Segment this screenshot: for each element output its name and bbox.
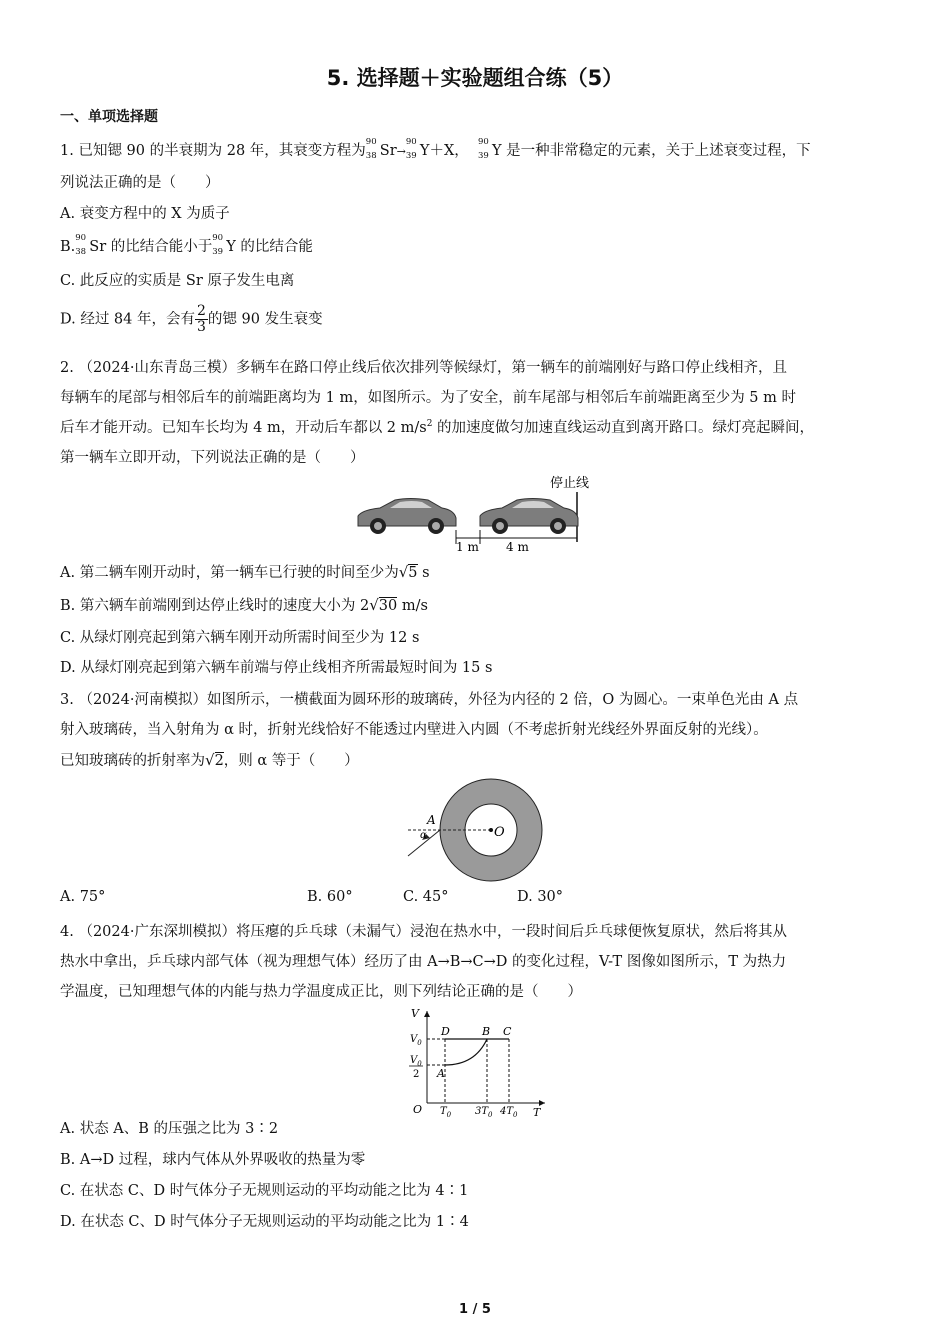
distance-1m-label: 1 m [456,540,479,554]
q4-line1: 4. （2024·广东深圳模拟）将压瘪的乒乓球（未漏气）浸泡在热水中，一段时间后乒乓球便恢复原状，然后将其从 [60,924,787,940]
q1-line1 [60,139,811,160]
fraction-two-thirds: $\frac{2}{3}$ [197,303,206,335]
cars-figure [350,470,610,560]
q2-line2: 每辆车的尾部与相邻后车的前端距离均为 1 m，如图所示。为了安全，前车尾部与相邻后车前端距离至少为 5 m 时 [60,390,796,406]
q2-line3: 后车才能开动。已知车长均为 4 m，开动后车都以 2 $m/s^2$ 的加速度做匀加速直线运动直到离开路口。绿灯亮起瞬间， [60,419,815,436]
q2-option-a: A. 第二辆车刚开动时，第一辆车已行驶的时间至少为√5 s [60,563,430,581]
t3-label: $3T_0$ [475,1106,493,1117]
y-symbol: Y＋X， [419,143,469,159]
distance-4m-label: 4 m [506,540,529,554]
car-front-icon [480,499,578,535]
car-rear-icon [358,499,456,535]
q3-option-b: B. 60° [307,889,353,905]
q1-option-d: D. 经过 84 年，会有 $\frac{2}{3}$ 的锶 90 发生衰变 [60,303,323,335]
glass-ring-figure [400,776,550,886]
nuclide-y90: 90 39 [405,137,417,161]
nuclide-sr90-b: 90 38 [75,233,87,257]
nuclide-sr90: 90 38 [365,137,377,161]
q1-option-c: C. 此反应的实质是 Sr 原子发生电离 [60,273,295,289]
q4-line3: 学温度，已知理想气体的内能与热力学温度成正比，则下列结论正确的是（ ） [60,984,582,1000]
section-heading: 一、单项选择题 [60,109,158,125]
point-a-label: A [427,813,436,827]
sr-symbol: Sr [379,143,397,159]
q4-option-c: C. 在状态 C、D 时气体分子无规则运动的平均动能之比为 4∶1 [60,1183,469,1199]
q4-line2: 热水中拿出，乒乓球内部气体（视为理想气体）经历了由 A→B→C→D 的变化过程，V-T 图像如图所示，T 为热力 [60,954,787,970]
q4-option-b: B. A→D 过程，球内气体从外界吸收的热量为零 [60,1152,366,1168]
q2-option-d: D. 从绿灯刚亮起到第六辆车前端与停止线相齐所需最短时间为 15 s [60,660,493,676]
axis-v-label: V [411,1007,419,1020]
point-d-label: D [441,1025,450,1038]
q2-line1: 2. （2024·山东青岛三模）多辆车在路口停止线后依次排列等候绿灯，第一辆车的前端刚好与路口停止线相齐，且 [60,360,787,376]
radical-sign-b: √ [369,596,379,614]
v0-label: $V_0$ [410,1034,422,1047]
angle-alpha-label: α [420,830,427,841]
origin-label: O [413,1103,423,1116]
q3-option-a: A. 75° [60,889,106,905]
v0-half-num-label: $V_0$ [410,1055,422,1068]
radical-sign: √ [398,563,409,581]
q4-option-a: A. 状态 A、B 的压强之比为 3∶2 [60,1121,279,1137]
nuclide-y90-c: 90 39 [212,233,224,257]
q4-option-d: D. 在状态 C、D 时气体分子无规则运动的平均动能之比为 1∶4 [60,1214,469,1230]
q1-option-b: B. 90 38 Sr 的比结合能小于 90 39 Y 的比结合能 [60,233,313,257]
q2-option-c: C. 从绿灯刚亮起到第六辆车刚开动所需时间至少为 12 s [60,630,420,646]
arrow: → [396,145,406,158]
page-number: 1 / 5 [459,1302,491,1317]
vt-graph-figure [405,1005,555,1117]
q1-line2: 列说法正确的是（ ） [60,175,220,191]
q3-line2: 射入玻璃砖，当入射角为 α 时，折射光线恰好不能透过内壁进入内圆（不考虑折射光线经外界面反射的光线）。 [60,722,768,738]
q2-option-b: B. 第六辆车前端刚到达停止线时的速度大小为 2√30 m/s [60,596,428,614]
page-title: 5. 选择题＋实验题组合练（5） [326,66,624,90]
q3-option-d: D. 30° [517,889,564,905]
center-o-label: O [494,825,505,840]
q1-option-a: A. 衰变方程中的 X 为质子 [60,206,230,222]
q1-text-post: Y 是一种非常稳定的元素，关于上述衰变过程，下 [492,143,811,159]
q3-line3: 已知玻璃砖的折射率为√2，则 α 等于（ ） [60,751,359,769]
point-c-label: C [503,1025,512,1038]
point-a-graph-label: A [437,1067,445,1080]
q2-line4: 第一辆车立即开动，下列说法正确的是（ ） [60,450,365,466]
nuclide-y90-b: 90 39 [478,137,489,161]
stop-line-label: 停止线 [550,476,590,491]
q1-text: 1. 已知锶 90 的半衰期为 28 年，其衰变方程为 [60,143,366,159]
v0-half-den-label: 2 [413,1069,420,1080]
q3-line1: 3. （2024·河南模拟）如图所示，一横截面为圆环形的玻璃砖，外径为内径的 2 倍，O 为圆心。一束单色光由 A 点 [60,692,799,708]
t0-label: $T_0$ [440,1106,452,1117]
q3-option-c: C. 45° [403,889,449,905]
axis-t-label: T [533,1106,541,1117]
radical-sign-c: √ [205,751,215,769]
t4-label: $4T_0$ [500,1106,518,1117]
point-b-label: B [482,1025,491,1038]
